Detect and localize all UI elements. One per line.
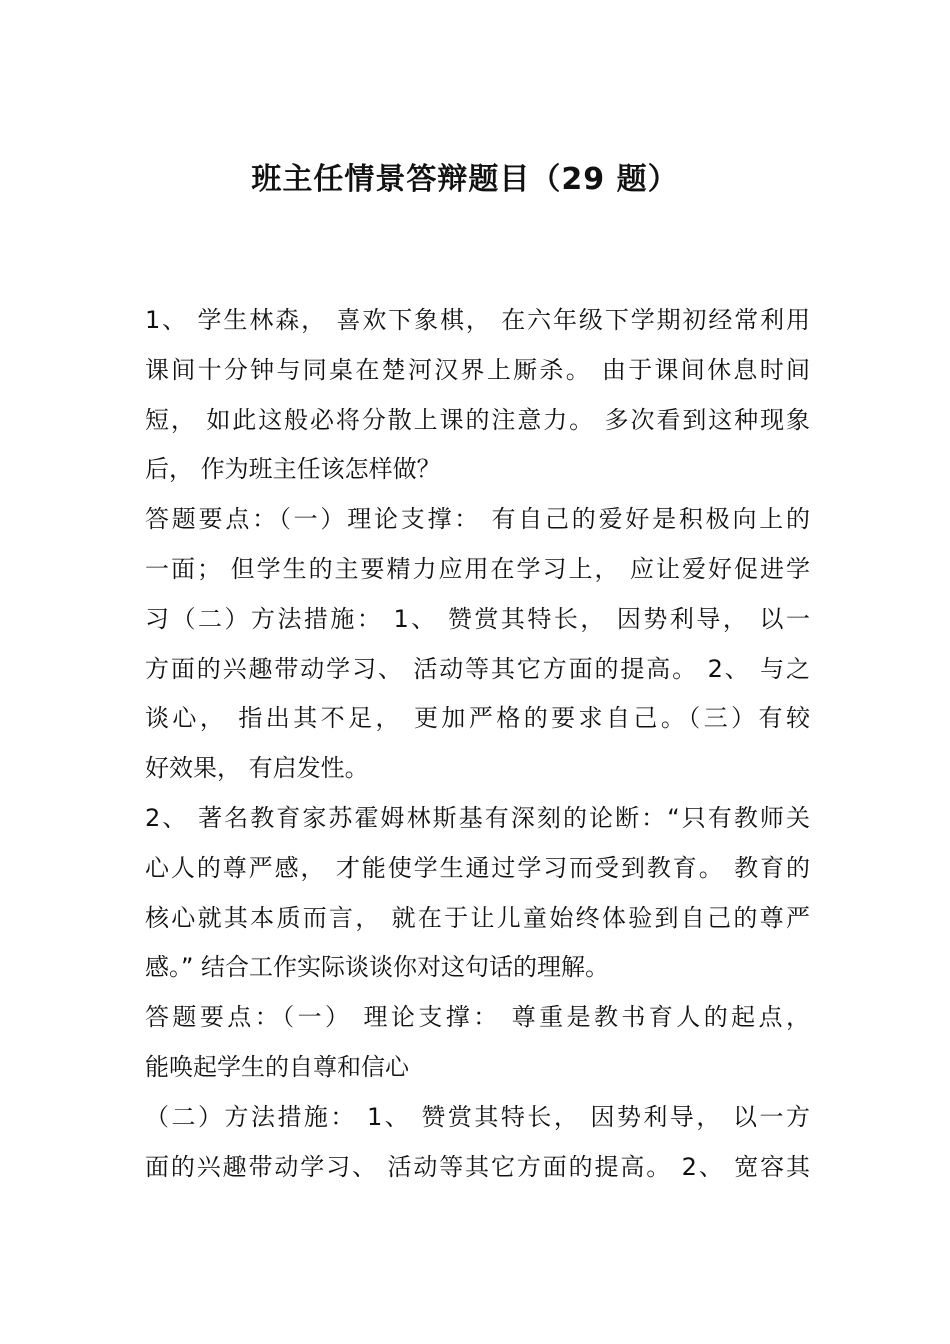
body-line: 心人的尊严感， 才能使学生通过学习而受到教育。 教育的 xyxy=(145,853,810,882)
body-line: 感。” 结合工作实际谈谈你对这句话的理解。 xyxy=(145,953,610,982)
body-line: 能唤起学生的自尊和信心 xyxy=(145,1052,409,1081)
body-line: 方面的兴趣带动学习、 活动等其它方面的提高。 2、 与之 xyxy=(145,654,810,683)
document-title: 班主任情景答辩题目（29 题） xyxy=(251,162,679,197)
body-line: 短， 如此这般必将分散上课的注意力。 多次看到这种现象 xyxy=(145,405,810,434)
body-line: 一面； 但学生的主要精力应用在学习上， 应让爱好促进学 xyxy=(145,554,810,583)
body-line: 习（二）方法措施： 1、 赞赏其特长， 因势利导， 以一 xyxy=(145,604,810,633)
body-line: 1、 学生林森， 喜欢下象棋， 在六年级下学期初经常利用 xyxy=(145,306,810,334)
body-line: 答题要点：（一） 理论支撑： 尊重是教书育人的起点， xyxy=(145,1003,810,1032)
body-line: 谈心， 指出其不足， 更加严格的要求自己。（三）有较 xyxy=(145,704,810,733)
body-line: 好效果， 有启发性。 xyxy=(145,754,369,783)
body-line: 课间十分钟与同桌在楚河汉界上厮杀。 由于课间休息时间 xyxy=(145,355,810,384)
body-line: 答题要点：（一）理论支撑： 有自己的爱好是积极向上的 xyxy=(145,505,810,534)
document-body xyxy=(145,296,810,1192)
body-line: 后， 作为班主任该怎样做？ xyxy=(145,455,441,484)
body-line: 面的兴趣带动学习、 活动等其它方面的提高。 2、 宽容其 xyxy=(145,1152,810,1181)
body-line: （二）方法措施： 1、 赞赏其特长， 因势利导， 以一方 xyxy=(145,1102,810,1131)
body-line: 2、 著名教育家苏霍姆林斯基有深刻的论断：“只有教师关 xyxy=(145,803,810,832)
body-line: 核心就其本质而言， 就在于让儿童始终体验到自己的尊严 xyxy=(145,903,810,932)
